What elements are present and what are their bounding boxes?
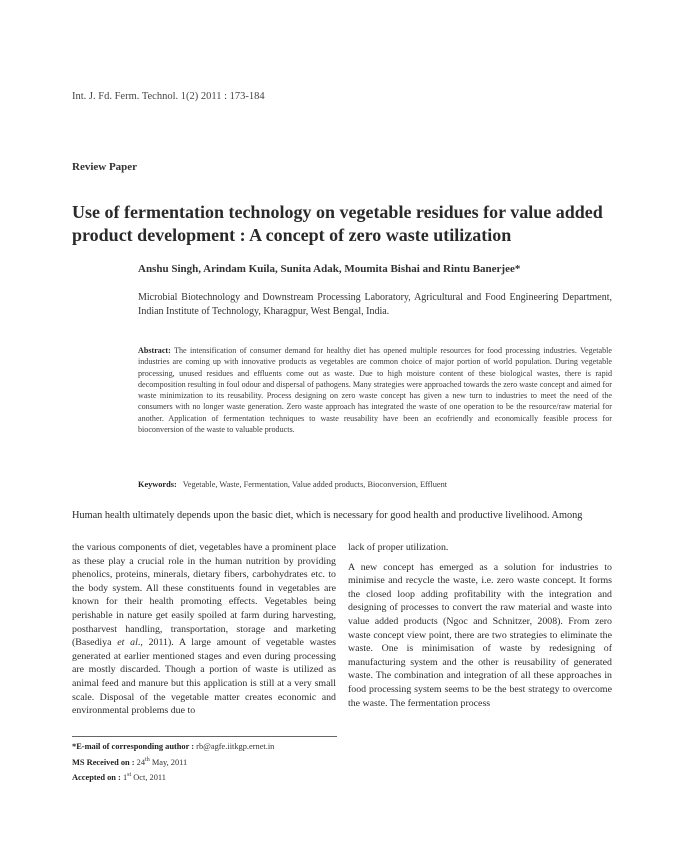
keywords-block [138, 480, 612, 489]
footnote-email [72, 741, 274, 754]
footnote-received [72, 754, 274, 769]
body-column-right [348, 541, 612, 716]
abstract-block [138, 345, 612, 435]
accepted-month-year: Oct, 2011 [133, 772, 166, 782]
footnotes [72, 741, 274, 784]
email-label: *E-mail of corresponding author : [72, 742, 195, 751]
intro-line: Human health ultimately depends upon the basic diet, which is necessary for good health and productive livelihood. Among [72, 510, 583, 521]
abstract-text: The intensification of consumer demand for healthy diet has opened multiple resources for food processing industries. Vegetable industries are coming up with innovative products as vegetables are common choice of major portion of world population. During vegetable processing, unused residues and effluents come out as waste. Due to high moisture content of these biological wastes, there is rapid decomposition resulting in foul odour and dispersal of pathogens. Many strategies were approached towards the zero waste concept and aimed for waste minimization to its reusability. Process designing on zero waste concept has given a new turn to industries to meet the need of the consumers with no longer waste generation. Zero waste approach has integrated the waste of one operation to be the resource/raw material for another. Application of fermentation techniques to waste reusability have been an ecofriendly and economically feasible process for bioconversion of the waste to valuable products. [138, 346, 612, 434]
footnote-divider [72, 736, 337, 737]
left-column-text-2: ., 2011). A large amount of vegetable wastes generated at earlier mentioned stages and even during processing are mostly discarded. Though a portion of waste is utilized as animal feed and manure but this application is still at a very small scale. Disposal of the vegetable matter creates economic and environmental problems due to [72, 637, 336, 717]
keywords-text: Vegetable, Waste, Fermentation, Value added products, Bioconversion, Effluent [182, 480, 448, 489]
received-label: MS Received on : [72, 757, 135, 767]
received-day: 24 [136, 757, 146, 767]
received-month-year: May, 2011 [151, 757, 188, 767]
keywords-label: Keywords: [138, 480, 177, 489]
accepted-label: Accepted on : [72, 772, 121, 782]
accepted-day-suffix: st [127, 771, 132, 778]
received-day-suffix: th [145, 756, 150, 763]
abstract-label: Abstract: [138, 346, 171, 355]
left-column-text-1: the various components of diet, vegetables have a prominent place as these play a crucial role in the human nutrition by providing phenolics, proteins, minerals, dietary fibers, carbohydrates etc. to the body system. All these constituents found in vegetables are known for their health promoting effects. Vegetables being perishable in nature get easily spoiled at farm during harvesting, postharvest handling, transportation, storage and marketing (Basediya [72, 542, 336, 649]
right-column-paragraph-1: lack of proper utilization. [348, 542, 449, 553]
body-column-left [72, 541, 336, 718]
left-column-italic: et al [117, 637, 138, 649]
paper-title: Use of fermentation technology on vegetable residues for value added product development : A concept of zero waste utilization [72, 202, 603, 245]
accepted-day: 1 [122, 772, 128, 782]
right-column-paragraph-2: A new concept has emerged as a solution for industries to minimise and recycle the waste, i.e. zero waste concept. It forms the closed loop adding profitability with the integration and designing of processes to convert the raw material and waste into value added products (Ngoc and Schnitzer, 2008). From zero waste concept view point, there are two strategies to eliminate the waste. One is minimisation of waste by redesigning of manufacturing system and the other is reusability of generated waste. The combination and integration of all these approaches in food processing system seems to be the best strategy to overcome the waste. The fermentation process [348, 561, 612, 709]
author-list: Anshu Singh, Arindam Kuila, Sunita Adak, Moumita Bishai and Rintu Banerjee* [138, 263, 521, 275]
footnote-accepted [72, 769, 274, 784]
affiliation: Microbial Biotechnology and Downstream Processing Laboratory, Agricultural and Food Engineering Department, Indian Institute of Technology, Kharagpur, West Bengal, India. [138, 292, 612, 317]
paper-type-label: Review Paper [72, 161, 138, 173]
journal-reference: Int. J. Fd. Ferm. Technol. 1(2) 2011 : 173-184 [72, 91, 265, 102]
email-value: rb@agfe.iitkgp.ernet.in [196, 742, 275, 751]
